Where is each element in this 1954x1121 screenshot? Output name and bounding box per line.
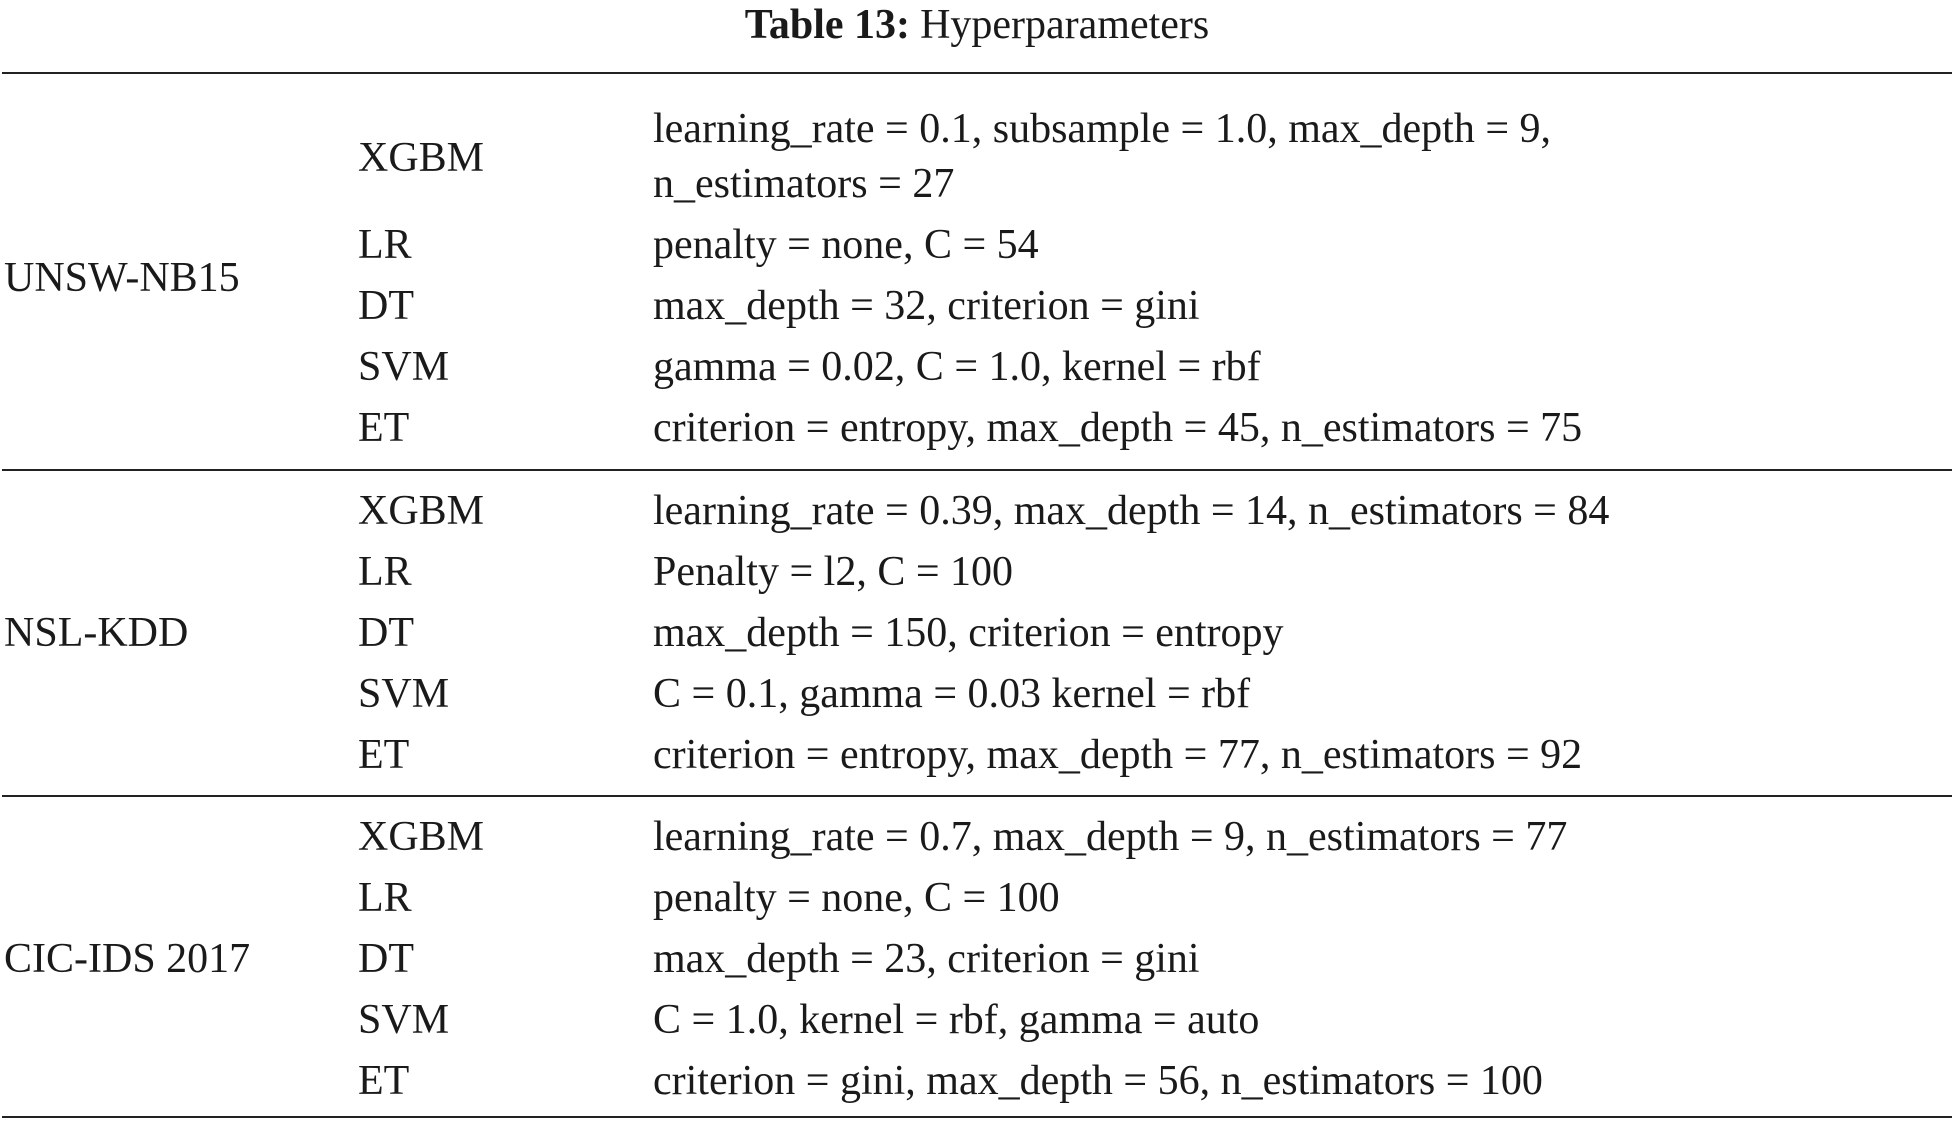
dataset-label: CIC-IDS 2017 (4, 936, 251, 982)
params-cell: max_depth = 23, criterion = gini (653, 936, 1200, 982)
model-cell: SVM (358, 997, 450, 1043)
model-cell: DT (358, 610, 414, 656)
params-cell: criterion = entropy, max_depth = 45, n_estimators = 75 (653, 405, 1583, 451)
params-cell: learning_rate = 0.1, subsample = 1.0, max_depth = 9, n_estimators = 27 (653, 106, 1552, 207)
model-cell: LR (358, 222, 412, 268)
model-cell: SVM (358, 344, 450, 390)
params-cell: Penalty = l2, C = 100 (653, 549, 1014, 595)
params-cell: penalty = none, C = 54 (653, 222, 1039, 268)
model-cell: LR (358, 875, 412, 921)
model-cell: LR (358, 549, 412, 595)
params-cell: criterion = gini, max_depth = 56, n_estimators = 100 (653, 1058, 1543, 1104)
params-cell: max_depth = 32, criterion = gini (653, 283, 1200, 329)
table-top-rule (2, 72, 1952, 74)
params-cell: learning_rate = 0.7, max_depth = 9, n_estimators = 77 (653, 814, 1568, 860)
model-cell: XGBM (358, 814, 485, 860)
model-cell: XGBM (358, 488, 485, 534)
table-number: Table 13: (744, 2, 911, 48)
params-cell: learning_rate = 0.39, max_depth = 14, n_estimators = 84 (653, 488, 1610, 534)
params-cell: criterion = entropy, max_depth = 77, n_estimators = 92 (653, 732, 1583, 778)
model-cell: ET (358, 405, 410, 451)
model-cell: ET (358, 1058, 410, 1104)
params-cell: C = 1.0, kernel = rbf, gamma = auto (653, 997, 1260, 1043)
group-divider (2, 469, 1952, 471)
params-cell: penalty = none, C = 100 (653, 875, 1060, 921)
table-caption (0, 0, 1954, 60)
model-cell: DT (358, 936, 414, 982)
dataset-label: UNSW-NB15 (4, 255, 240, 301)
params-cell: max_depth = 150, criterion = entropy (653, 610, 1284, 656)
model-cell: DT (358, 283, 414, 329)
model-cell: XGBM (358, 135, 485, 181)
params-cell: gamma = 0.02, C = 1.0, kernel = rbf (653, 344, 1261, 390)
dataset-label: NSL-KDD (4, 610, 189, 656)
group-divider (2, 795, 1952, 797)
model-cell: ET (358, 732, 410, 778)
table-bottom-rule (2, 1116, 1952, 1118)
model-cell: SVM (358, 671, 450, 717)
params-cell: C = 0.1, gamma = 0.03 kernel = rbf (653, 671, 1251, 717)
table-title: Hyperparameters (920, 2, 1210, 48)
